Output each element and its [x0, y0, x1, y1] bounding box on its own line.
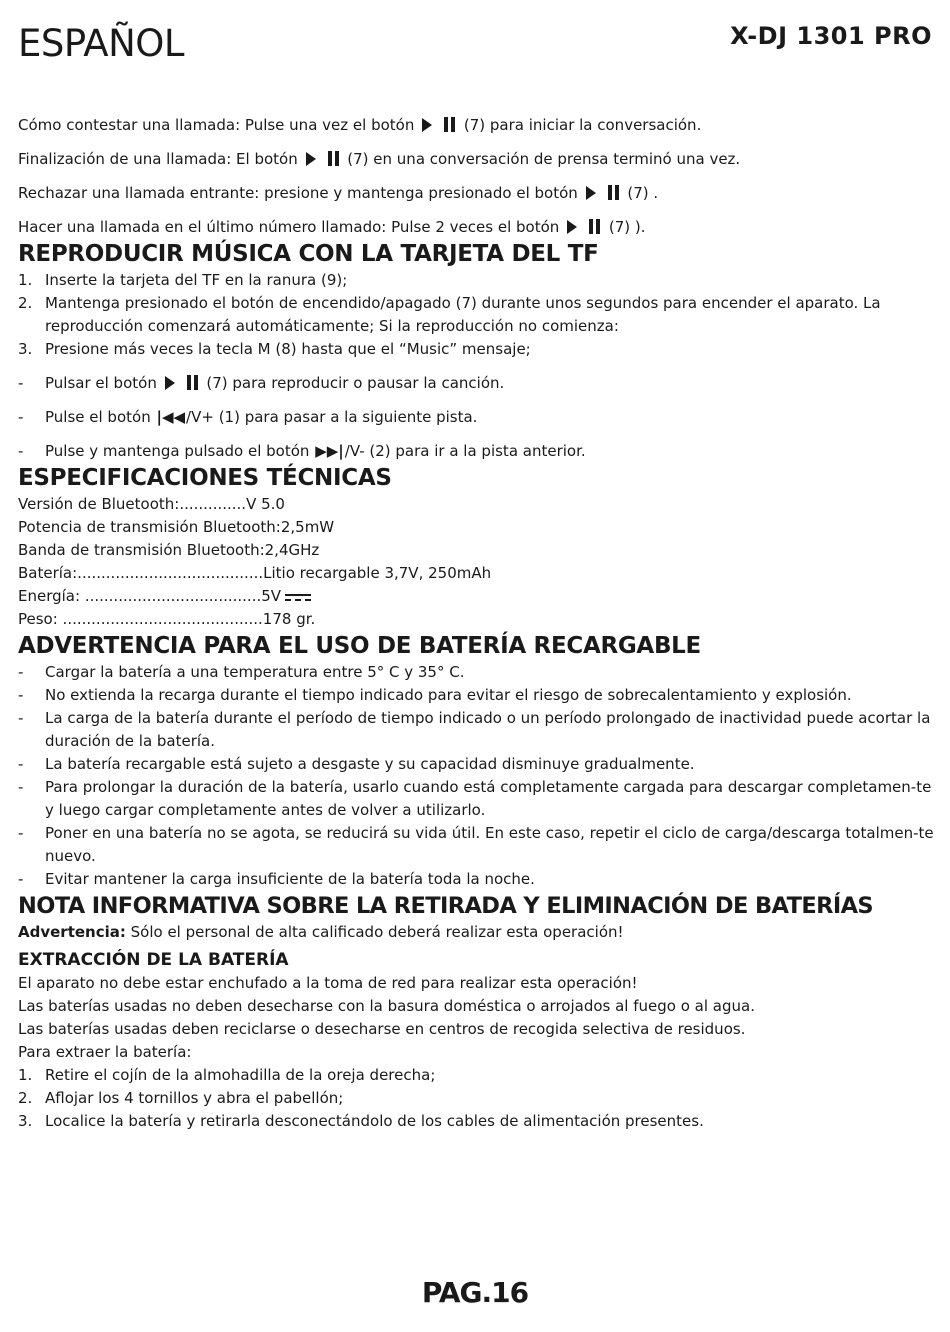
specs-list [18, 493, 936, 631]
list-item: - Evitar mantener la carga insuficiente de la batería toda la noche. [18, 870, 535, 888]
extraction-steps [18, 1064, 936, 1133]
spec-row: Peso: ..........................................178 gr. [18, 610, 316, 628]
call-answer: Cómo contestar una llamada: Pulse una vez el botón (7) para iniciar la conversación. [18, 116, 702, 134]
list-item: - Pulse el botón |◀◀/V+ (1) para pasar a la siguiente pista. [18, 408, 478, 426]
list-item: - La batería recargable está sujeto a desgaste y su capacidad disminuye gradualmente. [18, 755, 695, 773]
list-item: - Para prolongar la duración de la batería, usarlo cuando está completamente cargada para descargar completamen-te y luego cargar completamente antes de volver a utilizarlo. [18, 778, 932, 819]
play-icon [165, 376, 175, 390]
play-icon [422, 118, 432, 132]
list-item: - La carga de la batería durante el período de tiempo indicado o un período prolongado de inactividad puede acortar la duración de la batería. [18, 709, 931, 750]
language-heading: ESPAÑOL [18, 22, 185, 65]
call-redial: Hacer una llamada en el último número llamado: Pulse 2 veces el botón (7) ). [18, 218, 646, 236]
spec-row: Batería:.......................................Litio recargable 3,7V, 250mAh [18, 564, 492, 582]
disposal-heading: NOTA INFORMATIVA SOBRE LA RETIRADA Y ELIMINACIÓN DE BATERÍAS [18, 893, 874, 919]
disposal-paragraph: El aparato no debe estar enchufado a la toma de red para realizar esta operación! [18, 974, 638, 992]
list-item: 2. Aflojar los 4 tornillos y abra el pabellón; [18, 1089, 344, 1107]
specs-heading: ESPECIFICACIONES TÉCNICAS [18, 465, 392, 491]
page-number: PAG.16 [421, 1276, 529, 1309]
list-item: 1. Inserte la tarjeta del TF en la ranura (9); [18, 271, 348, 289]
call-end: Finalización de una llamada: El botón (7) en una conversación de prensa terminó una vez. [18, 150, 741, 168]
disposal-paragraph: Las baterías usadas no deben desecharse con la basura doméstica o arrojados al fuego o al agua. [18, 997, 755, 1015]
list-item: - Pulse y mantenga pulsado el botón ▶▶|/V- (2) para ir a la pista anterior. [18, 442, 586, 460]
music-heading: REPRODUCIR MÚSICA CON LA TARJETA DEL TF [18, 241, 599, 267]
skip-back-icon: |◀◀ [156, 408, 186, 426]
music-steps [18, 269, 936, 361]
list-item: 1. Retire el cojín de la almohadilla de la oreja derecha; [18, 1066, 436, 1084]
pause-icon [588, 219, 601, 234]
spec-row: Potencia de transmisión Bluetooth:2,5mW [18, 518, 335, 536]
spec-row: Energía: .....................................5V [18, 585, 936, 608]
call-reject: Rechazar una llamada entrante: presione y mantenga presionado el botón (7) . [18, 184, 659, 202]
list-item: - Cargar la batería a una temperatura entre 5° C y 35° C. [18, 663, 465, 681]
play-icon [306, 152, 316, 166]
disposal-warning: Advertencia: Sólo el personal de alta calificado deberá realizar esta operación! [18, 923, 624, 941]
play-icon [567, 220, 577, 234]
list-item: - No extienda la recarga durante el tiempo indicado para evitar el riesgo de sobrecalentamiento y explosión. [18, 686, 852, 704]
list-item: 3. Localice la batería y retirarla desconectándolo de los cables de alimentación presentes. [18, 1112, 704, 1130]
pause-icon [443, 117, 456, 132]
list-item: 3. Presione más veces la tecla M (8) hasta que el “Music” mensaje; [18, 340, 531, 358]
pause-icon [186, 375, 199, 390]
spec-row: Banda de transmisión Bluetooth:2,4GHz [18, 541, 320, 559]
warning-heading: ADVERTENCIA PARA EL USO DE BATERÍA RECARGABLE [18, 633, 701, 659]
skip-forward-icon: ▶▶| [315, 442, 344, 460]
pause-icon [607, 185, 620, 200]
music-controls [18, 372, 936, 463]
play-icon [586, 186, 596, 200]
dc-symbol-icon [285, 592, 311, 602]
disposal-paragraph: Las baterías usadas deben reciclarse o desecharse en centros de recogida selectiva de residuos. [18, 1020, 746, 1038]
disposal-paragraph: Para extraer la batería: [18, 1043, 192, 1061]
content [18, 114, 936, 1133]
extraction-heading: EXTRACCIÓN DE LA BATERÍA [18, 950, 289, 970]
warning-list [18, 661, 936, 891]
list-item: 2. Mantenga presionado el botón de encendido/apagado (7) durante unos segundos para encender el aparato. La reproducción comenzará automáticamente; Si la reproducción no comienza: [18, 294, 881, 335]
list-item: - Pulsar el botón (7) para reproducir o pausar la canción. [18, 374, 505, 392]
pause-icon [327, 151, 340, 166]
list-item: - Poner en una batería no se agota, se reducirá su vida útil. En este caso, repetir el ciclo de carga/descarga totalmen-te nuevo. [18, 824, 934, 865]
spec-row: Versión de Bluetooth:..............V 5.0 [18, 495, 285, 513]
model-name: X-DJ 1301 PRO [730, 22, 932, 50]
